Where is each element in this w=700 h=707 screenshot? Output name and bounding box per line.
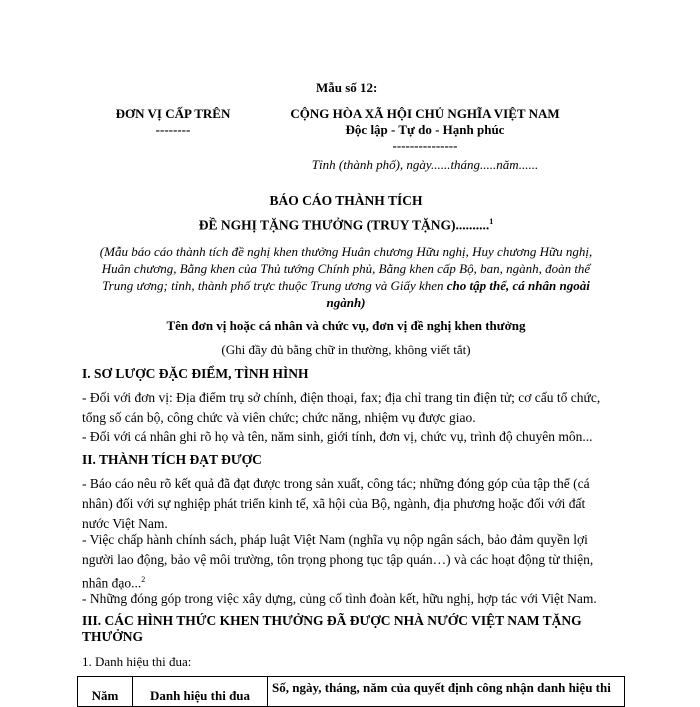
- section-2-title: II. THÀNH TÍCH ĐẠT ĐƯỢC: [82, 452, 262, 467]
- template-note-line-1: (Mẫu báo cáo thành tích đề nghị khen thưởng Huân chương Hữu nghị, Huy chương Hữu nghị,: [99, 244, 593, 259]
- national-motto: Độc lập - Tự do - Hạnh phúc: [345, 122, 505, 137]
- template-note-line-4: ngành): [326, 295, 366, 310]
- col-year-header: Năm: [78, 677, 133, 707]
- superior-unit-underline: --------: [155, 122, 191, 137]
- section-2-paragraph-1: - Báo cáo nêu rõ kết quả đã đạt được trong sản xuất, công tác; những đóng góp của tập thể (cá nhân) đối với sự nghiệp phát triển kinh tế, xã hội của Bộ, ngành, địa phương hoặc đối với đất nước Việt Nam.: [82, 476, 590, 531]
- section-3-title-line-2: THƯỞNG: [82, 629, 144, 644]
- section-1-paragraph-2: - Đối với cá nhân ghi rõ họ và tên, năm sinh, giới tính, đơn vị, chức vụ, trình độ chuyên môn...: [82, 429, 593, 444]
- item-1-label: 1. Danh hiệu thi đua:: [82, 654, 192, 669]
- superior-unit: ĐƠN VỊ CẤP TRÊN: [115, 106, 231, 121]
- col-decision-header: Số, ngày, tháng, năm của quyết định công nhận danh hiệu thi: [268, 677, 625, 707]
- template-note-line-3: Trung ương; tỉnh, thành phố trực thuộc Trung ương và Giấy khen cho tập thể, cá nhân ngoài: [102, 278, 590, 293]
- section-3-title-line-1: III. CÁC HÌNH THỨC KHEN THƯỞNG ĐÃ ĐƯỢC NHÀ NƯỚC VIỆT NAM TẶNG: [82, 613, 582, 628]
- place-date: Tỉnh (thành phố), ngày......tháng.....năm......: [311, 157, 539, 172]
- footnote-ref-1: 1: [489, 217, 494, 226]
- award-table: [77, 676, 625, 707]
- section-2-paragraph-3: - Những đóng góp trong việc xây dựng, củng cố tình đoàn kết, hữu nghị, hợp tác với Việt Nam.: [82, 591, 597, 606]
- form-number: Mẫu số 12:: [316, 80, 378, 95]
- col-title-header: Danh hiệu thi đua: [133, 677, 268, 707]
- footnote-ref-2: 2: [141, 575, 146, 584]
- section-1-title: I. SƠ LƯỢC ĐẶC ĐIỂM, TÌNH HÌNH: [82, 366, 309, 381]
- report-subtitle: ĐỀ NGHỊ TẶNG THƯỞNG (TRUY TẶNG)..........$^1$: [198, 217, 494, 233]
- motto-underline: ---------------: [392, 138, 458, 153]
- section-1-paragraph-1: - Đối với đơn vị: Địa điểm trụ sở chính, điện thoại, fax; địa chỉ trang tin điện tử; cơ cấu tổ chức, tổng số cán bộ, công chức và viên chức; chức năng, nhiệm vụ được giao.: [82, 390, 601, 425]
- template-note-line-2: Huân chương, Bằng khen của Thủ tướng Chính phủ, Bằng khen cấp Bộ, ban, ngành, đoàn thể: [101, 261, 591, 276]
- section-2-paragraph-2: - Việc chấp hành chính sách, pháp luật Việt Nam (nghĩa vụ nộp ngân sách, bảo đảm quyền lợi người lao động, bảo vệ môi trường, tôn trọng phong tục tập quán…) và các hoạt động từ thiện, nhân đạo...$^2$: [82, 532, 594, 591]
- unit-name-hint: (Ghi đầy đủ bằng chữ in thường, không viết tắt): [221, 342, 471, 357]
- unit-name-heading: Tên đơn vị hoặc cá nhân và chức vụ, đơn vị đề nghị khen thưởng: [166, 318, 526, 333]
- country-name: CỘNG HÒA XÃ HỘI CHỦ NGHĨA VIỆT NAM: [290, 106, 560, 121]
- report-title: BÁO CÁO THÀNH TÍCH: [269, 193, 423, 208]
- table-header-row: [78, 677, 625, 707]
